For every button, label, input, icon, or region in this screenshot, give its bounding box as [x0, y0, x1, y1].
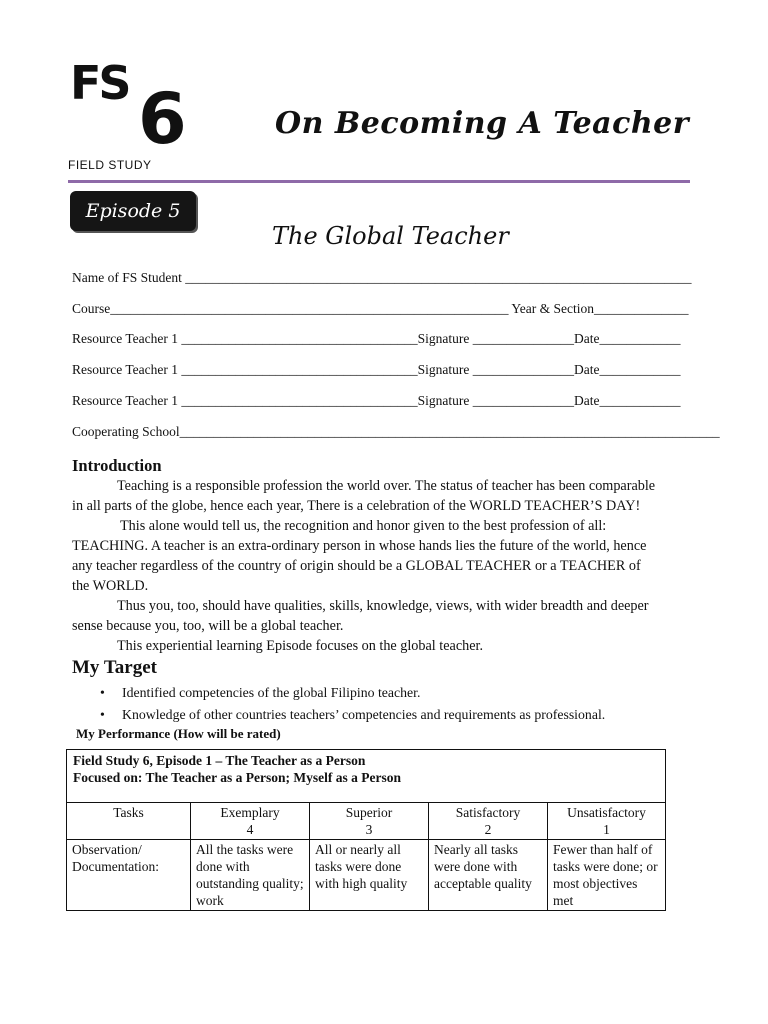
table-row — [67, 803, 666, 840]
task-cell: Observation/ Documentation: — [67, 840, 191, 911]
logo-subtitle: FIELD STUDY — [68, 158, 152, 172]
column-label: Exemplary — [220, 805, 280, 820]
unsatisfactory-cell: Fewer than half of tasks were done; or most objectives met — [548, 840, 666, 911]
column-score: 3 — [365, 822, 373, 837]
column-header — [67, 803, 191, 840]
column-score: 4 — [246, 822, 254, 837]
introduction-paragraph — [72, 476, 692, 656]
list-item — [100, 682, 605, 704]
column-label: Tasks — [113, 805, 144, 820]
text-line: TEACHING. A teacher is an extra-ordinary person in whose hands lies the future of the world, hence — [72, 538, 647, 554]
text-line: sense because you, too, will be a global teacher. — [72, 618, 344, 634]
list-item — [100, 704, 605, 726]
student-name-line: Name of FS Student ___________________________________________________________________________ — [72, 270, 692, 285]
episode-title: The Global Teacher — [272, 222, 509, 250]
text-line: This alone would tell us, the recognition and honor given to the best profession of all: — [120, 518, 607, 534]
column-label: Superior — [345, 805, 393, 820]
text-line: in all parts of the globe, hence each year, There is a celebration of the WORLD TEACHER’S DAY! — [72, 498, 641, 514]
satisfactory-cell: Nearly all tasks were done with acceptable quality — [429, 840, 548, 911]
target-heading: My Target — [72, 657, 157, 678]
table-row — [67, 840, 666, 911]
course-line: Course___________________________________________________________ Year & Section______________ — [72, 301, 689, 316]
resource-teacher-line: Resource Teacher 1 ___________________________________Signature _______________Date____________ — [72, 393, 681, 408]
text-line: Teaching is a responsible profession the world over. The status of teacher has been comparable — [117, 478, 656, 494]
resource-teacher-line: Resource Teacher 1 ___________________________________Signature _______________Date____________ — [72, 331, 681, 346]
header-divider — [68, 180, 690, 183]
list-item-text: Identified competencies of the global Filipino teacher. — [122, 685, 421, 700]
table-header-row — [67, 750, 666, 803]
performance-heading: My Performance (How will be rated) — [76, 726, 281, 741]
text-line: any teacher regardless of the country of origin should be a GLOBAL TEACHER or a TEACHER of — [72, 558, 641, 574]
column-score: 1 — [603, 822, 610, 837]
table-subtitle: Focused on: The Teacher as a Person; Myself as a Person — [73, 770, 401, 785]
table-title-cell — [67, 750, 666, 803]
superior-cell: All or nearly all tasks were done with high quality — [310, 840, 429, 911]
rubric-table — [66, 749, 666, 911]
series-title: On Becoming A Teacher — [275, 106, 690, 141]
resource-teacher-line: Resource Teacher 1 ___________________________________Signature _______________Date____________ — [72, 362, 681, 377]
text-line: Thus you, too, should have qualities, skills, knowledge, views, with wider breadth and deeper — [117, 598, 649, 614]
text-line: the WORLD. — [72, 578, 149, 594]
text-line: This experiential learning Episode focuses on the global teacher. — [117, 638, 483, 654]
target-list — [100, 682, 605, 726]
logo-number: 6 — [138, 78, 187, 160]
cooperating-school-line: Cooperating School________________________________________________________________________________ — [72, 424, 720, 439]
column-score: 2 — [484, 822, 492, 837]
exemplary-cell: All the tasks were done with outstanding quality; work — [191, 840, 310, 911]
episode-badge: Episode 5 — [70, 191, 196, 231]
column-header — [548, 803, 666, 840]
introduction-heading: Introduction — [72, 456, 162, 475]
table-title: Field Study 6, Episode 1 – The Teacher as a Person — [73, 753, 366, 768]
column-label: Unsatisfactory — [567, 805, 646, 820]
bullet-icon: • — [100, 707, 105, 722]
column-header — [191, 803, 310, 840]
column-header — [429, 803, 548, 840]
column-label: Satisfactory — [455, 805, 521, 820]
bullet-icon: • — [100, 685, 105, 700]
column-header — [310, 803, 429, 840]
list-item-text: Knowledge of other countries teachers’ competencies and requirements as professional. — [122, 707, 606, 722]
logo-fs: FS — [70, 56, 129, 110]
